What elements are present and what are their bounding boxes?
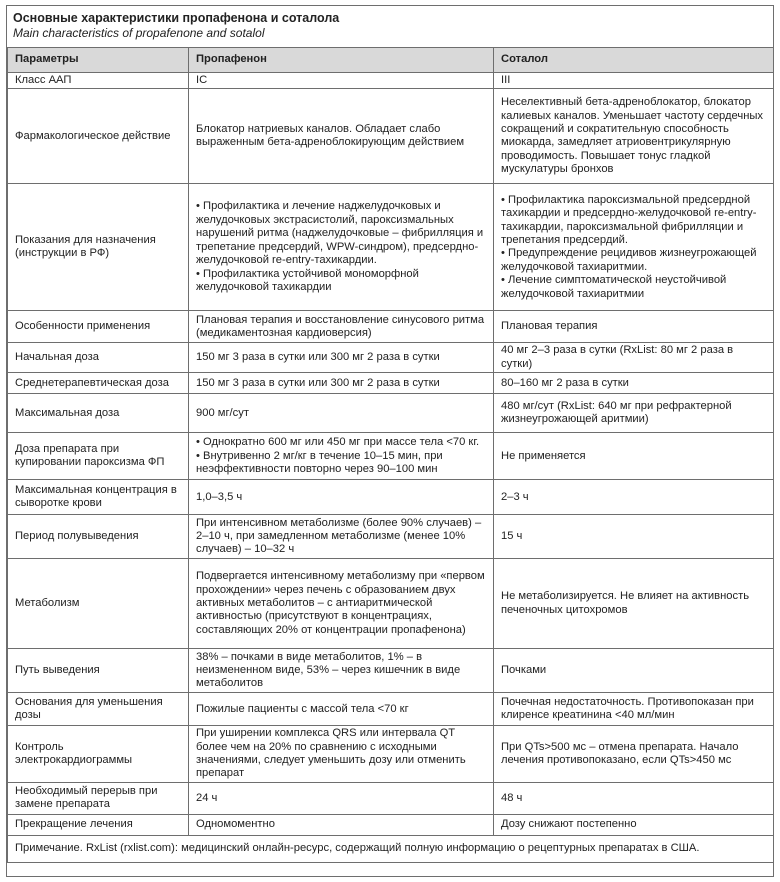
table-row: [8, 373, 774, 394]
sotalol-cell-text: Дозу снижают постепенно: [501, 818, 637, 831]
sotalol-cell-text: Неселективный бета-адреноблокатор, блокатор калиевых каналов. Уменьшает частоту сердечных сокращений и сократительную способность миокарда, замедляет атриовентрикулярную проводимость. Повышает тонус гладкой мускулатуры бронхов: [501, 96, 764, 176]
sotalol-cell-text: • Предупреждение рецидивов жизнеугрожающей желудочковой тахиаритмии.: [501, 247, 757, 273]
header-propafenone: Пропафенон: [189, 48, 494, 73]
propafenone-cell-text: Плановая терапия и восстановление синусового ритма (медикаментозная кардиоверсия): [196, 313, 485, 339]
propafenone-cell: [189, 373, 494, 394]
table-row: [8, 184, 774, 311]
propafenone-cell: [189, 814, 494, 835]
table-row: [8, 814, 774, 835]
sotalol-cell: [494, 433, 774, 480]
table-row: [8, 649, 774, 693]
table-row: [8, 693, 774, 726]
sotalol-cell-text: Почечная недостаточность. Противопоказан при клиренсе креатинина <40 мл/мин: [501, 695, 754, 722]
propafenone-cell-text: 38% – почками в виде метаболитов, 1% – в неизмененном виде, 53% – через кишечник в виде метаболитов: [196, 650, 461, 690]
parameter-cell: Доза препарата при купировании пароксизма ФП: [8, 433, 189, 480]
sotalol-cell: [494, 782, 774, 814]
sotalol-cell: [494, 373, 774, 394]
table-row: [8, 726, 774, 783]
propafenone-cell: [189, 394, 494, 433]
sotalol-cell: [494, 814, 774, 835]
propafenone-cell-text: 150 мг 3 раза в сутки или 300 мг 2 раза в сутки: [196, 351, 440, 364]
propafenone-cell-text: При интенсивном метаболизме (более 90% случаев) – 2–10 ч, при замедленном метаболизме (менее 10% случаев) – 10–32 ч: [196, 516, 482, 556]
sotalol-cell-text: Не применяется: [501, 449, 586, 462]
sotalol-cell-text: • Профилактика пароксизмальной предсердной тахикардии и предсердно-желудочковой re-entry-тахикардии, пароксизмальной фибрилляции и трепетания предсердий.: [501, 193, 757, 246]
table-note: Примечание. RxList (rxlist.com): медицинский онлайн-ресурс, содержащий полную информацию о рецептурных препаратах в США.: [8, 835, 774, 862]
sotalol-cell: [494, 343, 774, 373]
propafenone-cell: [189, 782, 494, 814]
sotalol-cell-text: Не метаболизируется. Не влияет на активность печеночных цитохромов: [501, 590, 750, 616]
note-row: [8, 835, 774, 862]
propafenone-cell-text: При уширении комплекса QRS или интервала QT более чем на 20% по сравнению с исходными значениями, следует уменьшить дозу или отменить препарат: [196, 727, 466, 780]
table-row: [8, 89, 774, 184]
propafenone-cell-text: Пожилые пациенты с массой тела <70 кг: [196, 702, 409, 715]
parameter-cell: Метаболизм: [8, 559, 189, 649]
table-row: [8, 782, 774, 814]
characteristics-table: [7, 47, 774, 863]
table-title-en: Main characteristics of propafenone and sotalol: [13, 26, 265, 40]
sotalol-cell-text: 480 мг/сут (RxList: 640 мг при рефрактерной жизнеугрожающей аритмии): [501, 399, 732, 426]
sotalol-cell: [494, 480, 774, 515]
sotalol-cell-text: • Лечение симптоматической неустойчивой желудочковой тахиаритмии: [501, 274, 727, 300]
propafenone-cell: [189, 649, 494, 693]
propafenone-cell-text: IC: [196, 74, 208, 86]
parameter-cell: Контроль электрокардиограммы: [8, 726, 189, 783]
propafenone-cell-text: 150 мг 3 раза в сутки или 300 мг 2 раза в сутки: [196, 376, 440, 389]
header-parameters: Параметры: [8, 48, 189, 73]
table-header-row: [8, 48, 774, 73]
parameter-cell: Фармакологическое действие: [8, 89, 189, 184]
sotalol-cell-text: Плановая терапия: [501, 320, 598, 333]
sotalol-cell: [494, 649, 774, 693]
sotalol-cell-text: 15 ч: [501, 530, 523, 543]
sotalol-cell: [494, 73, 774, 89]
propafenone-cell-text: Блокатор натриевых каналов. Обладает слабо выраженным бета-адреноблокирующим действием: [196, 123, 465, 149]
sotalol-cell: [494, 89, 774, 184]
parameter-cell: Максимальная доза: [8, 394, 189, 433]
table-row: [8, 480, 774, 515]
parameter-cell: Класс ААП: [8, 73, 189, 89]
propafenone-cell: [189, 89, 494, 184]
sotalol-cell-text: 2–3 ч: [501, 490, 529, 503]
table-row: [8, 311, 774, 343]
propafenone-cell: [189, 559, 494, 649]
sotalol-cell: [494, 559, 774, 649]
sotalol-cell: [494, 515, 774, 559]
parameter-cell: Необходимый перерыв при замене препарата: [8, 782, 189, 814]
header-sotalol: Соталол: [494, 48, 774, 73]
propafenone-cell-text: • Внутривенно 2 мг/кг в течение 10–15 мин, при неэффективности повторно через 90–100 мин: [196, 449, 443, 475]
table-row: [8, 515, 774, 559]
propafenone-cell: [189, 343, 494, 373]
parameter-cell: Начальная доза: [8, 343, 189, 373]
parameter-cell: Прекращение лечения: [8, 814, 189, 835]
table-row: [8, 73, 774, 89]
sotalol-cell-text: При QTs>500 мс – отмена препарата. Начало лечения противопоказано, если QTs>450 мс: [501, 740, 739, 767]
propafenone-cell: [189, 311, 494, 343]
propafenone-cell: [189, 433, 494, 480]
parameter-cell: Показания для назначения (инструкции в РФ): [8, 184, 189, 311]
sotalol-cell-text: III: [501, 74, 511, 86]
propafenone-cell-text: Одномоментно: [196, 818, 275, 831]
table-row: [8, 394, 774, 433]
parameter-cell: Особенности применения: [8, 311, 189, 343]
sotalol-cell: [494, 726, 774, 783]
table-row: [8, 559, 774, 649]
table-body: [8, 73, 774, 836]
parameter-cell: Период полувыведения: [8, 515, 189, 559]
sotalol-cell-text: 40 мг 2–3 раза в сутки (RxList: 80 мг 2 раза в сутки): [501, 344, 734, 370]
parameter-cell: Среднетерапевтическая доза: [8, 373, 189, 394]
propafenone-cell-text: • Профилактика и лечение наджелудочковых и желудочковых экстрасистолий, пароксизмальных нарушений ритма (наджелудочковые – фибрилляция и трепетание предсердий, WPW-синдром), предсердно-желудочковой re-entry-тахикардии.: [196, 200, 484, 267]
propafenone-cell: [189, 73, 494, 89]
table-row: [8, 433, 774, 480]
parameter-cell: Максимальная концентрация в сыворотке крови: [8, 480, 189, 515]
table-title-ru: Основные характеристики пропафенона и соталола: [13, 11, 340, 25]
propafenone-cell: [189, 515, 494, 559]
sotalol-cell-text: 48 ч: [501, 791, 523, 804]
sotalol-cell: [494, 184, 774, 311]
table-caption: [13, 10, 763, 41]
sotalol-cell: [494, 311, 774, 343]
propafenone-cell: [189, 726, 494, 783]
propafenone-cell-text: 24 ч: [196, 791, 218, 804]
table-row: [8, 343, 774, 373]
propafenone-cell-text: Подвергается интенсивному метаболизму при «первом прохождении» через печень с образованием двух активных метаболитов – с антиаритмической активностью (присутствуют в концентрациях, составляющих 20% от концентрации пропафенона): [196, 570, 485, 636]
propafenone-cell: [189, 480, 494, 515]
propafenone-cell: [189, 184, 494, 311]
parameter-cell: Путь выведения: [8, 649, 189, 693]
propafenone-cell: [189, 693, 494, 726]
sotalol-cell: [494, 394, 774, 433]
propafenone-cell-text: 900 мг/сут: [196, 406, 249, 419]
sotalol-cell-text: 80–160 мг 2 раза в сутки: [501, 376, 629, 389]
propafenone-cell-text: 1,0–3,5 ч: [196, 490, 243, 503]
propafenone-cell-text: • Однократно 600 мг или 450 мг при массе тела <70 кг.: [196, 436, 480, 449]
parameter-cell: Основания для уменьшения дозы: [8, 693, 189, 726]
propafenone-cell-text: • Профилактика устойчивой мономорфной желудочковой тахикардии: [196, 267, 419, 293]
sotalol-cell: [494, 693, 774, 726]
sotalol-cell-text: Почками: [501, 664, 547, 677]
